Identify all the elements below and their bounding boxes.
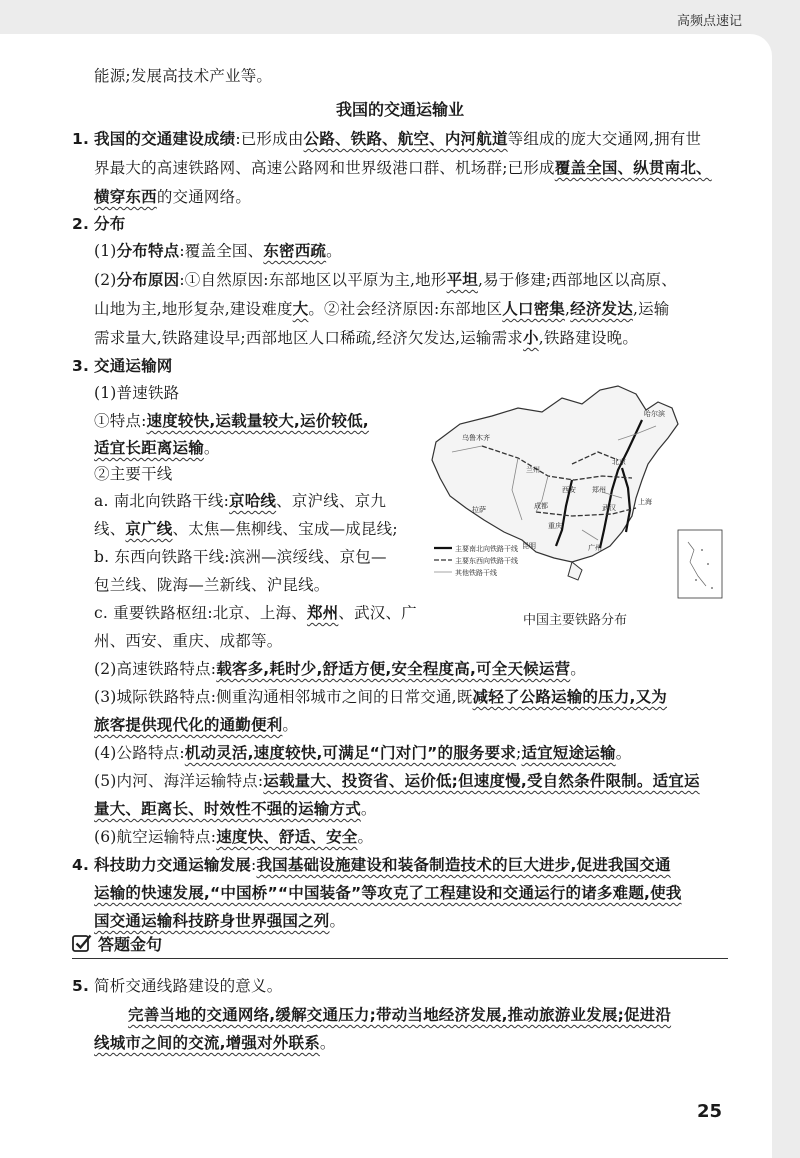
city-label: 广州 [588,544,602,552]
city-label: 乌鲁木齐 [462,434,490,442]
item3-s2: (2)高速铁路特点:载客多,耗时少,舒适方便,安全程度高,可全天候运营。 [94,660,586,678]
item3-s6: (6)航空运输特点:速度快、舒适、安全。 [94,828,374,846]
item2-heading: 2. 分布 [72,215,126,233]
page-header [0,0,800,34]
golden-sentence-header [72,930,728,959]
legend-ns: 主要南北向铁路干线 [455,545,518,553]
item1-line3: 横穿东西的交通网络。 [94,188,252,206]
item3-s4: (4)公路特点:机动灵活,速度较快,可满足“门对门”的服务要求;适宜短途运输。 [94,744,632,762]
hainan-island [568,562,582,580]
legend-ew: 主要东西向铁路干线 [455,557,518,565]
item3-a-line2: 线、京广线、太焦—焦柳线、宝成—成昆线; [94,520,398,538]
china-outline [432,386,678,562]
item3-trunk-heading: ②主要干线 [94,465,173,483]
item2-p2-line1: (2)分布原因:①自然原因:东部地区以平原为主,地形平坦,易于修建;西部地区以高原、 [94,271,677,289]
map-legend [434,544,518,577]
item3-s5-line2: 量大、距离长、时效性不强的运输方式。 [94,800,377,818]
intro-line: 能源;发展高技术产业等。 [94,67,273,85]
item2-p1: (1)分布特点:覆盖全国、东密西疏。 [94,242,342,260]
item1-line2: 界最大的高速铁路网、高速公路网和世界级港口群、机场群;已形成覆盖全国、纵贯南北、 [94,159,712,177]
item3-s1: (1)普速铁路 [94,384,180,402]
city-label: 拉萨 [472,506,486,514]
item3-s3-line2: 旅客提供现代化的通勤便利。 [94,716,299,734]
item3-s5-line1: (5)内河、海洋运输特点:运载量大、投资省、运价低;但速度慢,受自然条件限制。适宜运 [94,772,700,790]
item3-c-line2: 州、西安、重庆、成都等。 [94,632,283,650]
city-label: 武汉 [602,504,616,512]
item3-feature-line1: ①特点:速度较快,运载量较大,运价较低, [94,412,369,430]
page-number: 25 [697,1101,723,1122]
city-label: 兰州 [526,466,540,474]
item4-line2: 运输的快速发展,“中国桥”“中国装备”等攻克了工程建设和交通运行的诸多难题,使我 [94,884,682,902]
item3-s3-line1: (3)城际铁路特点:侧重沟通相邻城市之间的日常交通,既减轻了公路运输的压力,又为 [94,688,668,706]
map-caption: 中国主要铁路分布 [522,613,627,628]
golden-sentence-title: 答题金句 [98,935,163,954]
item5-question: 5. 简析交通线路建设的意义。 [72,977,283,995]
item3-b-line2: 包兰线、陇海—兰新线、沪昆线。 [94,576,330,594]
item3-b-line1: b. 东西向铁路干线:滨洲—滨绥线、京包— [94,548,387,566]
china-map-figure [422,380,728,605]
section-label: 高频点速记 [676,14,742,29]
railway-map [422,380,728,605]
city-label: 上海 [638,498,652,506]
city-label: 西安 [562,486,576,494]
legend-other: 其他铁路干线 [455,569,497,577]
item3-feature-line2: 适宜长距离运输。 [94,439,220,457]
item2-p2-line3: 需求量大,铁路建设早;西部地区人口稀疏,经济欠发达,运输需求小,铁路建设晚。 [94,329,639,347]
item4-line3: 国交通运输科技跻身世界强国之列。 [94,912,346,930]
item2-p2-line2: 山地为主,地形复杂,建设难度大。②社会经济原因:东部地区人口密集,经济发达,运输 [94,300,670,318]
item1-line1: 1. 我国的交通建设成绩:已形成由公路、铁路、航空、内河航道等组成的庞大交通网,拥有世 [72,130,702,148]
city-label: 昆明 [522,542,536,550]
item5-answer-line2: 线城市之间的交流,增强对外联系。 [94,1034,336,1052]
city-label: 郑州 [592,486,606,494]
city-label: 哈尔滨 [644,410,665,418]
item3-c-line1: c. 重要铁路枢纽:北京、上海、郑州、武汉、广 [94,604,417,622]
item3-a-line1: a. 南北向铁路干线:京哈线、京沪线、京九 [94,492,387,510]
item5-answer-line1: 完善当地的交通网络,缓解交通压力;带动当地经济发展,推动旅游业发展;促进沿 [128,1006,672,1024]
south-china-sea-inset [678,530,722,598]
city-label: 北京 [612,458,626,466]
item4-line1: 4. 科技助力交通运输发展:我国基础设施建设和装备制造技术的巨大进步,促进我国交通 [72,856,671,874]
city-label: 重庆 [548,522,562,530]
checkmark-box-icon [72,933,92,953]
item3-heading: 3. 交通运输网 [72,357,173,375]
city-label: 成都 [534,502,548,510]
section-title: 我国的交通运输业 [335,100,464,119]
